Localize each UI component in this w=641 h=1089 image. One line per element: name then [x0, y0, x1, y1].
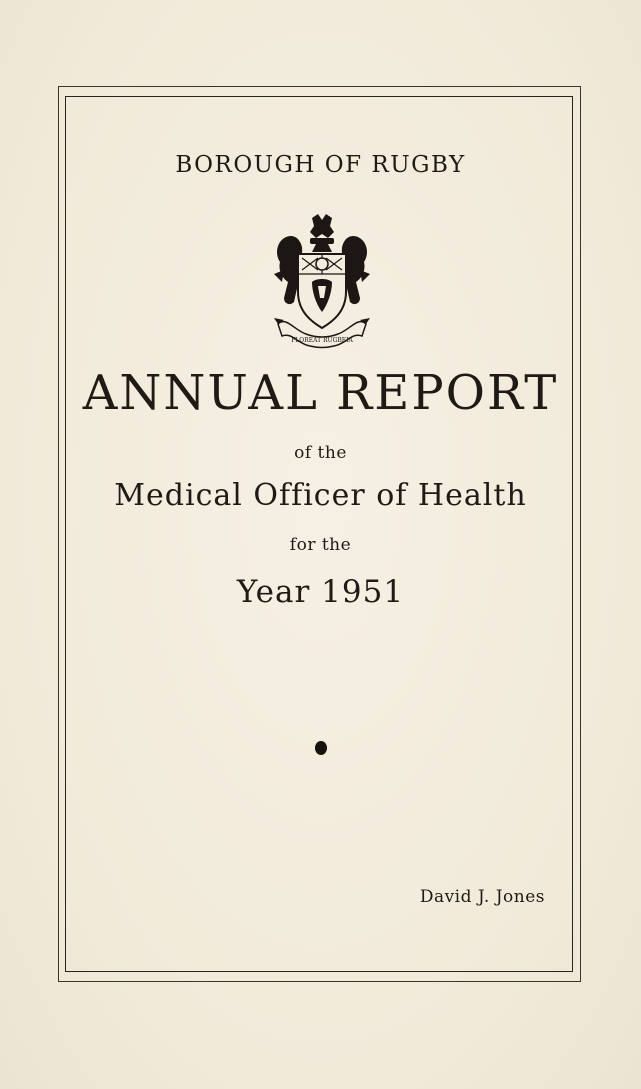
crest-motto: FLOREAT RUGBEIA: [291, 337, 353, 344]
for-the-line: for the: [289, 535, 352, 555]
ornament-dot: [315, 741, 327, 755]
report-year: Year 1951: [236, 574, 405, 610]
borough-crest-icon: [272, 212, 372, 358]
report-title: ANNUAL REPORT: [82, 365, 559, 421]
borough-heading: BOROUGH OF RUGBY: [175, 152, 466, 178]
of-the-line: of the: [294, 443, 347, 463]
report-subtitle: Medical Officer of Health: [114, 478, 527, 513]
author-name: David J. Jones: [419, 887, 545, 907]
